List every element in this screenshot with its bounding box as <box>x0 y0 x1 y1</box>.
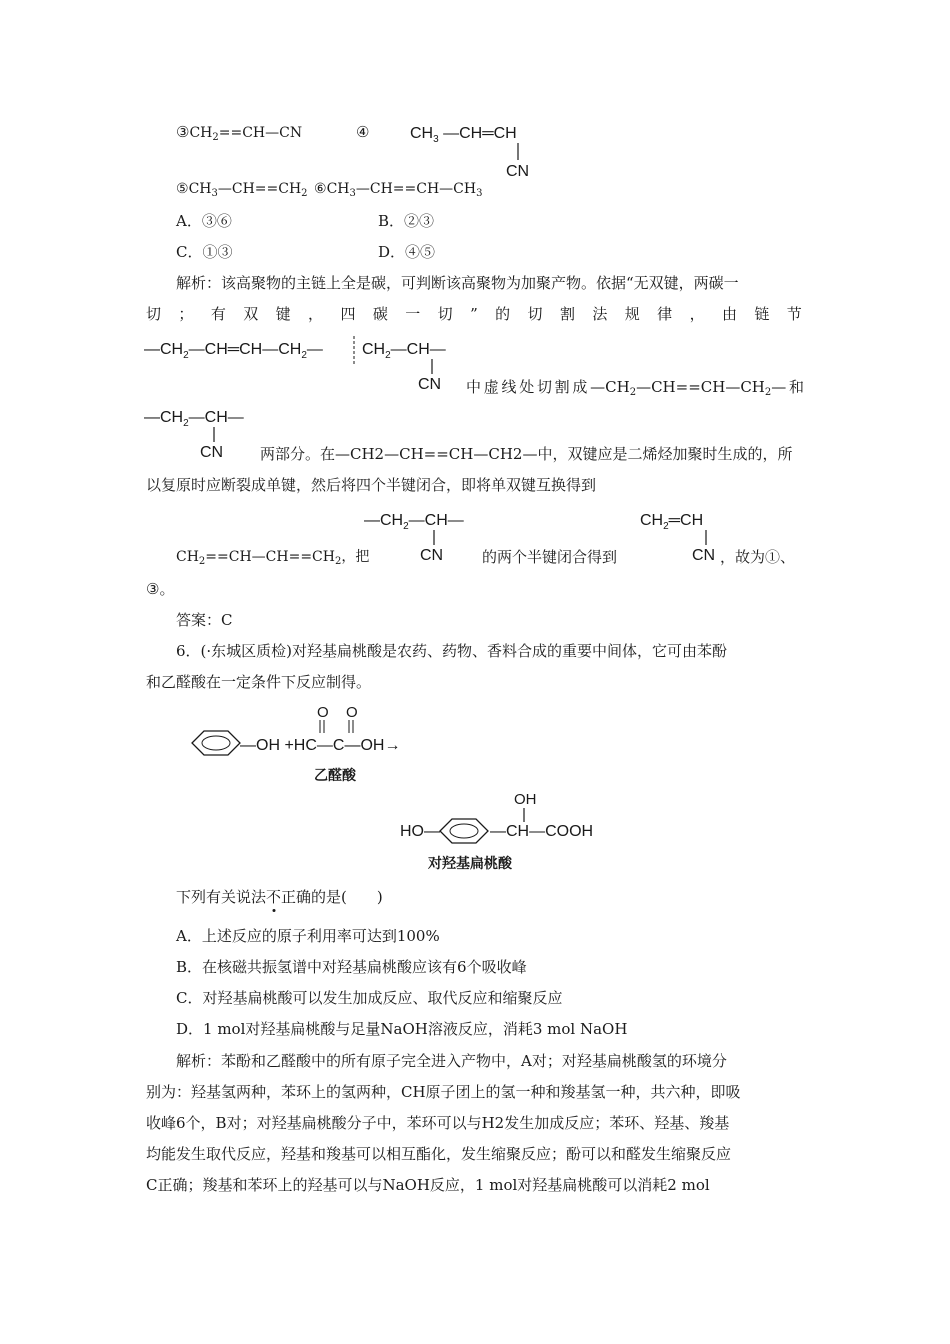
benzene-ring-icon <box>192 731 240 755</box>
svg-text:CN: CN <box>692 547 716 563</box>
analysis-q5-line3-word: 切 <box>536 378 552 396</box>
analysis-q5-line2-word: 键 <box>275 305 291 323</box>
chain-structure <box>140 334 470 392</box>
svg-text:HO—: HO— <box>400 823 440 840</box>
analysis-q6-line2: 别为：羟基氢两种，苯环上的氢两种，CH原子团上的氢一种和羧基氢一种，共六种，即吸 <box>146 1083 741 1101</box>
svg-text:—CH—COOH: —CH—COOH <box>490 823 594 840</box>
analysis-q5-line3 <box>466 376 804 398</box>
analysis-q5-line2-word: ， <box>308 305 324 323</box>
q6-question: 下列有关说法不正确的是( ) <box>176 888 383 906</box>
analysis-q5-line2-word: 由 <box>721 305 737 323</box>
analysis-q5-line2-word: 碳 <box>372 305 388 323</box>
q6-choice-d[interactable]: D．1 mol对羟基扁桃酸与足量NaOH溶液反应，消耗3 mol NaOH <box>176 1020 628 1038</box>
q6-choice-b[interactable]: B．在核磁共振氢谱中对羟基扁桃酸应该有6个吸收峰 <box>176 958 527 976</box>
analysis-q6-line1: 解析：苯酚和乙醛酸中的所有原子完全进入产物中，A对；对羟基扁桃酸氢的环境分 <box>176 1052 727 1070</box>
choice-c[interactable]: C．①③ <box>176 243 233 261</box>
option-4-main-text: $CH_3$ —CH═CH <box>410 125 517 145</box>
analysis-q5-line3-word: 虚 <box>483 378 499 396</box>
analysis-q5-line3-word: 割 <box>554 378 570 396</box>
benzene-ring-icon <box>440 819 488 843</box>
reaction-equation <box>180 700 460 790</box>
svg-text:CH2—CH—: $CH_2—CH—$ <box>362 341 446 361</box>
analysis-q5-line3-word: 线 <box>501 378 517 396</box>
equation-text: —OH +HC—C—OH→ <box>240 737 401 754</box>
choice-d[interactable]: D．④⑤ <box>378 243 436 261</box>
svg-text:O: O <box>317 704 329 721</box>
p6-fragment-structure <box>360 505 490 563</box>
svg-text:CH2═CH: $CH_2═CH$ <box>640 512 704 532</box>
choice-b[interactable]: B．②③ <box>378 212 435 230</box>
analysis-q5-line6a: $CH_2==CH—CH==CH_2$，把 <box>176 549 370 567</box>
analysis-q5-line2-word: 一 <box>405 305 421 323</box>
q6-stem-line1: 6．(·东城区质检)对羟基扁桃酸是农药、药物、香料合成的重要中间体，它可由苯酚 <box>176 642 728 660</box>
reagent-name: 乙醛酸 <box>314 768 356 784</box>
analysis-q6-line4: 均能发生取代反应，羟基和羧基可以相互酯化，发生缩聚反应；酚可以和醛发生缩聚反应 <box>146 1145 732 1163</box>
q6-choice-c[interactable]: C．对羟基扁桃酸可以发生加成反应、取代反应和缩聚反应 <box>176 989 563 1007</box>
choice-a[interactable]: A．③⑥ <box>176 212 232 230</box>
svg-text:—CH2—CH—: $—CH_2—CH—$ <box>364 512 464 532</box>
analysis-q5-line2 <box>146 303 802 325</box>
analysis-q5-line2-word: 切 <box>527 305 543 323</box>
svg-text:OH: OH <box>514 791 537 808</box>
analysis-q5-line2-word: ， <box>689 305 705 323</box>
analysis-q5-line2-word: 节 <box>786 305 802 323</box>
analysis-q5-line3-word: 成 <box>572 378 588 396</box>
option-3: $③CH_2==CH—CN$ <box>176 123 303 143</box>
analysis-q5-line2-word: 切 <box>146 305 162 323</box>
q6-choice-a[interactable]: A．上述反应的原子利用率可达到100% <box>176 927 440 945</box>
analysis-q5-line2-word: 有 <box>210 305 226 323</box>
analysis-q5-line2-word: ” <box>470 305 478 323</box>
analysis-q5-line7: ③。 <box>146 580 175 598</box>
product-structure <box>396 784 626 876</box>
analysis-q5-line2-word: 四 <box>340 305 356 323</box>
product-name: 对羟基扁桃酸 <box>428 856 512 872</box>
svg-text:CN: CN <box>200 444 224 460</box>
analysis-q5-line2-word: 法 <box>592 305 608 323</box>
q6-stem-line2: 和乙醛酸在一定条件下反应制得。 <box>146 673 372 691</box>
analysis-q5-line3-word: 处 <box>519 378 535 396</box>
option-3-formula: $CH_2==CH—CN$ <box>189 125 303 143</box>
analysis-q5-line4: 两部分。在—CH2—CH==CH—CH2—中，双键应是二烯烃加聚时生成的，所 <box>260 445 793 463</box>
analysis-q5-line3-word: $—CH_2—CH==CH—CH_2—$ <box>590 378 787 398</box>
analysis-q5-line2-word: 切 <box>437 305 453 323</box>
analysis-q5-line6c: ，故为①、 <box>720 548 796 566</box>
option-5: $⑤CH_3—CH==CH_2$ <box>176 181 308 199</box>
svg-text:CN: CN <box>418 376 442 392</box>
fragment-structure <box>140 402 270 460</box>
analysis-q5-line6b: 的两个半键闭合得到 <box>482 548 618 566</box>
option-4-structure <box>400 118 550 180</box>
answer-q5: 答案：C <box>176 611 233 629</box>
analysis-q6-line5: C正确；羧基和苯环上的羟基可以与NaOH反应，1 mol对羟基扁桃酸可以消耗2 mol <box>146 1176 710 1194</box>
svg-text:—CH2—CH—: $—CH_2—CH—$ <box>144 409 244 429</box>
analysis-q5-line2-word: 割 <box>559 305 575 323</box>
analysis-q5-line2-word: 的 <box>495 305 511 323</box>
option-6: $⑥CH_3—CH==CH—CH_3$ <box>314 181 483 199</box>
analysis-q5-line2-word: 规 <box>624 305 640 323</box>
option-4-sub: CN <box>506 163 530 180</box>
svg-text:O: O <box>346 704 358 721</box>
analysis-q5-line3-word: 中 <box>466 378 482 396</box>
analysis-q5-line5: 以复原时应断裂成单键，然后将四个半键闭合，即将单双键互换得到 <box>146 476 597 494</box>
analysis-q6-line3: 收峰6个，B对；对羟基扁桃酸分子中，苯环可以与H2发生加成反应；苯环、羟基、羧基 <box>146 1114 730 1132</box>
analysis-q5-line2-word: 双 <box>243 305 259 323</box>
svg-text:—CH2—CH═CH—CH2—: $—CH_2—CH═CH—CH_2—$ <box>144 341 323 361</box>
analysis-q5-line3-word: 和 <box>788 378 804 396</box>
analysis-q5-line2-word: 律 <box>657 305 673 323</box>
analysis-q5-line2-word: 链 <box>754 305 770 323</box>
svg-text:CN: CN <box>420 547 444 563</box>
analysis-q5-line1: 解析：该高聚物的主链上全是碳，可判断该高聚物为加聚产物。依据“无双键，两碳一 <box>176 274 739 292</box>
analysis-q5-line2-word: ； <box>178 305 194 323</box>
option-4-label: ④ <box>356 123 370 141</box>
